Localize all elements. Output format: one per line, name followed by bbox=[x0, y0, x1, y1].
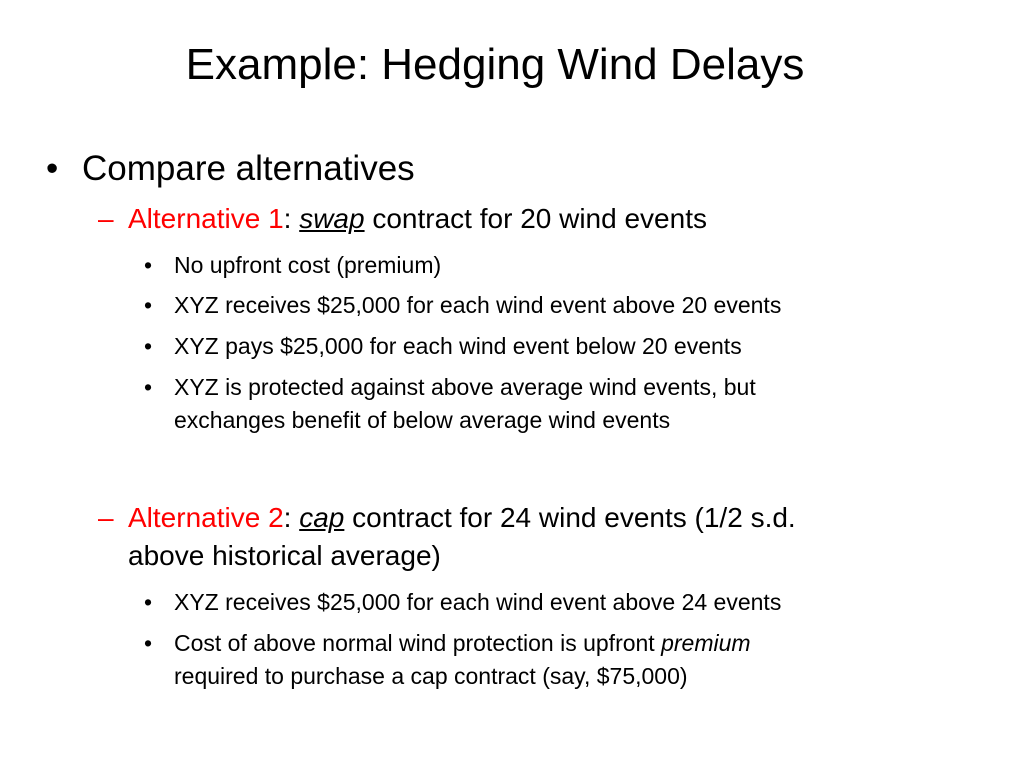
alternative-2-heading bbox=[98, 500, 796, 536]
alt1-item bbox=[144, 370, 756, 404]
bullet-icon: • bbox=[144, 252, 153, 278]
alternative-2-keyword: cap bbox=[299, 502, 345, 533]
alt2-item-text: Cost of above normal wind protection is upfront bbox=[174, 630, 662, 656]
alternative-1-heading bbox=[98, 201, 707, 237]
bullet-icon: • bbox=[144, 589, 153, 615]
dash-icon: – bbox=[98, 502, 114, 533]
alt2-item-continued bbox=[174, 659, 688, 693]
bullet-icon: • bbox=[144, 374, 153, 400]
alt2-item-text: XYZ receives $25,000 for each wind event above 24 events bbox=[174, 589, 782, 615]
alt1-item-text: XYZ receives $25,000 for each wind event above 20 events bbox=[174, 292, 782, 318]
alternative-2-rest-line2: above historical average) bbox=[128, 540, 441, 571]
slide-title: Example: Hedging Wind Delays bbox=[185, 40, 805, 89]
alt2-item-text: required to purchase a cap contract (say, $75,000) bbox=[174, 663, 688, 689]
alt2-item-emphasis: premium bbox=[661, 630, 751, 656]
alt1-item-text: XYZ pays $25,000 for each wind event below 20 events bbox=[174, 333, 742, 359]
alternative-1-rest: contract for 20 wind events bbox=[364, 203, 707, 234]
dash-icon: – bbox=[98, 203, 114, 234]
alt1-item-continued bbox=[174, 403, 670, 437]
alt1-item bbox=[144, 248, 442, 282]
bullet-icon: • bbox=[144, 630, 153, 656]
alternative-2-label: Alternative 2 bbox=[128, 502, 284, 533]
alt2-item bbox=[144, 626, 751, 660]
alternative-2-colon: : bbox=[283, 502, 292, 533]
bullet-icon: • bbox=[46, 149, 59, 188]
alternative-2-rest: contract for 24 wind events (1/2 s.d. bbox=[344, 502, 796, 533]
alt1-item bbox=[144, 288, 782, 322]
alternative-1-label: Alternative 1 bbox=[128, 203, 284, 234]
bullet-text: Compare alternatives bbox=[82, 149, 415, 188]
alt1-item-text: XYZ is protected against above average wind events, but bbox=[174, 374, 756, 400]
alt1-item bbox=[144, 329, 742, 363]
alt2-item bbox=[144, 585, 782, 619]
bullet-icon: • bbox=[144, 292, 153, 318]
alternative-2-heading-continued bbox=[128, 538, 441, 574]
alternative-1-colon: : bbox=[283, 203, 292, 234]
alt1-item-text: No upfront cost (premium) bbox=[174, 252, 442, 278]
alt1-item-text: exchanges benefit of below average wind events bbox=[174, 407, 671, 433]
bullet-compare-alternatives bbox=[46, 148, 415, 190]
bullet-icon: • bbox=[144, 333, 153, 359]
alternative-1-keyword: swap bbox=[299, 203, 365, 234]
